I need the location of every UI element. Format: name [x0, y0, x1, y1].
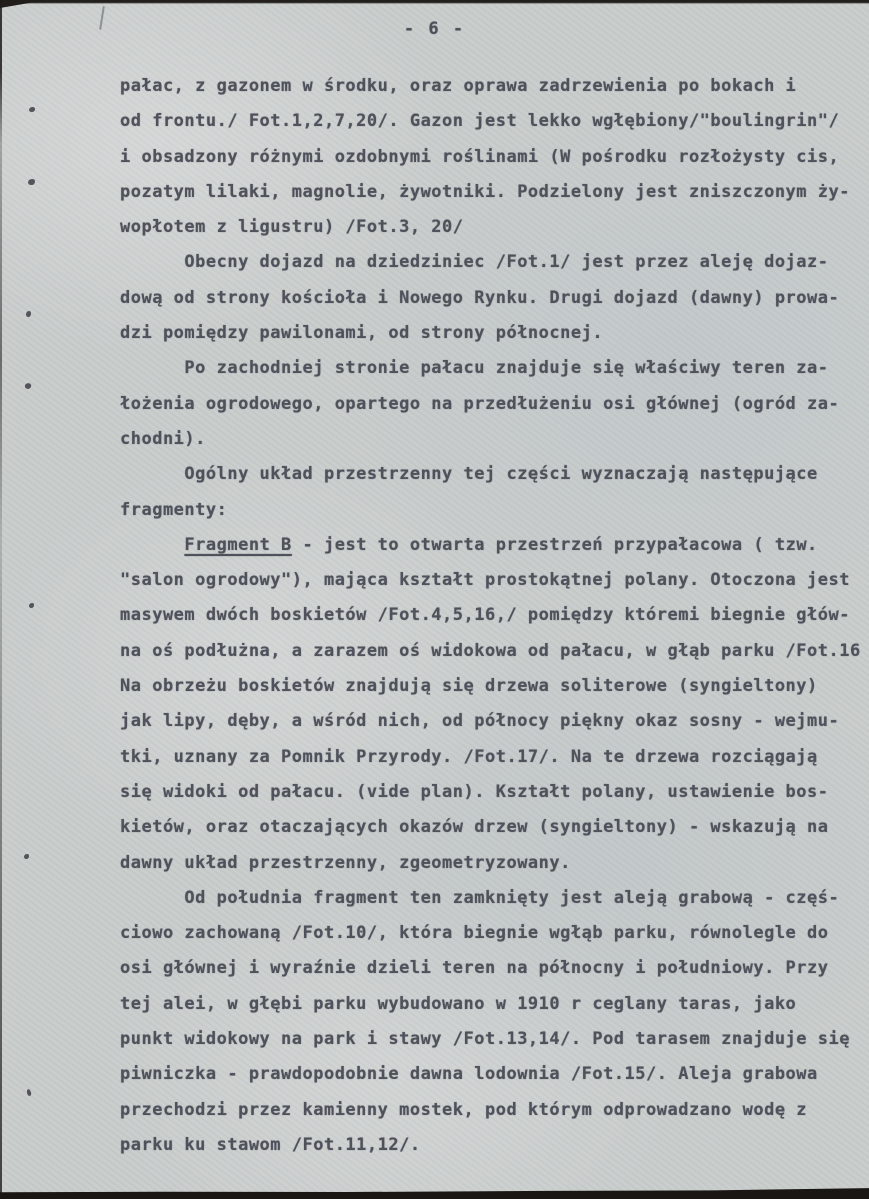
ink-speck: [28, 179, 35, 185]
text-line: wopłotem z ligustru) /Fot.3, 20/: [120, 217, 464, 238]
text-line: Obecny dojazd na dziedziniec /Fot.1/ jest przez aleję dojaz-: [120, 252, 829, 273]
text-line: się widoki od pałacu. (vide plan). Kształt polany, ustawienie bos-: [120, 781, 829, 802]
text-line: dawny układ przestrzenny, zgeometryzowany.: [120, 852, 571, 873]
text-line: Po zachodniej stronie pałacu znajduje się właściwy teren za-: [120, 358, 829, 379]
text-line: ciowo zachowaną /Fot.10/, która biegnie wgłąb parku, równolegle do: [120, 923, 829, 944]
ink-speck: [24, 854, 29, 859]
text-line: punkt widokowy na park i stawy /Fot.13,14/. Pod tarasem znajduje się: [120, 1029, 850, 1050]
text-line: Fragment B - jest to otwarta przestrzeń przypałacowa ( tzw.: [184, 534, 818, 555]
ink-speck: [26, 311, 31, 317]
text-line: parku ku stawom /Fot.11,12/.: [120, 1134, 421, 1155]
text-line: dzi pomiędzy pawilonami, od strony północnej.: [120, 323, 604, 344]
text-line: od frontu./ Fot.1,2,7,20/. Gazon jest lekko wgłębiony/"boulingrin"/: [120, 111, 840, 132]
ink-speck: [29, 603, 34, 608]
text-line: dową od strony kościoła i Nowego Rynku. Drugi dojazd (dawny) prowa-: [120, 287, 840, 308]
text-line: łożenia ogrodowego, opartego na przedłużeniu osi głównej (ogród za-: [120, 393, 840, 414]
ink-speck: [24, 382, 32, 390]
text-line: chodni).: [120, 428, 206, 449]
text-line: tej alei, w głębi parku wybudowano w 1910 r ceglany taras, jako: [120, 993, 797, 1014]
scan-edge-corner: [0, 0, 46, 8]
text-line: piwniczka - prawdopodobnie dawna lodownia /Fot.15/. Aleja grabowa: [120, 1064, 818, 1085]
text-line: Od południa fragment ten zamknięty jest aleją grabową - częś-: [120, 887, 840, 908]
scan-edge-bottom: [0, 1185, 869, 1199]
ink-speck: [29, 107, 35, 112]
text-line: masywem dwóch boskietów /Fot.4,5,16,/ pomiędzy któremi biegnie głów-: [120, 605, 850, 626]
text-line: jak lipy, dęby, a wśród nich, od północy piękny okaz sosny - wejmu-: [120, 711, 840, 732]
text-line: fragmenty:: [120, 499, 228, 520]
ink-speck: [26, 1089, 32, 1097]
underlined-text: Fragment B: [184, 534, 292, 555]
text-line: Ogólny układ przestrzenny tej części wyznaczają następujące: [120, 464, 818, 485]
text-line: i obsadzony różnymi ozdobnymi roślinami (W pośrodku rozłożysty cis,: [120, 146, 840, 167]
text-line: "salon ogrodowy"), mająca kształt prostokątnej polany. Otoczona jest: [120, 570, 850, 591]
text-line: tki, uznany za Pomnik Przyrody. /Fot.17/. Na te drzewa rozciągają: [120, 746, 818, 767]
scan-edge-left: [0, 0, 2, 1199]
text-line: Na obrzeżu boskietów znajdują się drzewa soliterowe (syngieltony): [120, 676, 818, 697]
text-line: pozatym lilaki, magnolie, żywotniki. Podzielony jest zniszczonym ży-: [120, 181, 850, 202]
text-line: przechodzi przez kamienny mostek, pod którym odprowadzano wodę z: [120, 1099, 808, 1120]
text-line: pałac, z gazonem w środku, oraz oprawa zadrzewienia po bokach i: [120, 76, 797, 96]
page-number: - 6 -: [403, 19, 466, 39]
text-line: na oś podłużna, a zarazem oś widokowa od pałacu, w głąb parku /Fot.16: [120, 640, 861, 661]
text-line: osi głównej i wyraźnie dzieli teren na północny i południowy. Przy: [120, 958, 829, 979]
text-line: kietów, oraz otaczających okazów drzew (syngieltony) - wskazują na: [120, 817, 829, 838]
scan-edge-top: [0, 0, 869, 4]
document-body: [120, 69, 869, 1163]
